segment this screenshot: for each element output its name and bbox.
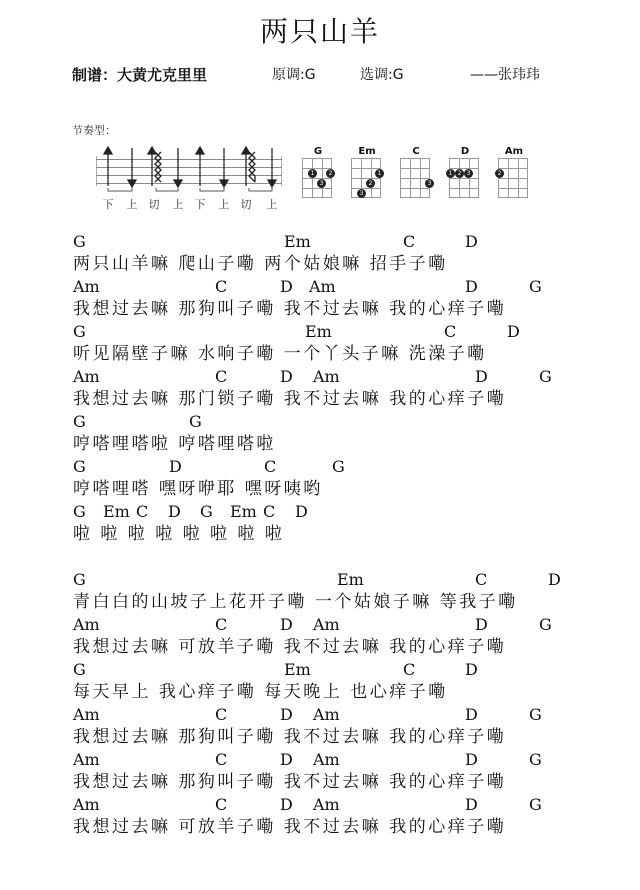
chord-label: Am	[73, 795, 100, 814]
chord-label: D	[475, 615, 488, 634]
chord-label: D	[280, 750, 293, 769]
chord-label: D	[169, 457, 182, 476]
chord-label: G	[529, 705, 542, 724]
rhythm-pattern	[96, 144, 282, 211]
lyric: 哼嗒哩嗒啦 哼嗒哩嗒啦	[73, 434, 276, 454]
chord-label: G	[73, 570, 86, 589]
lyric: 青白白的山坡子上花开子嘞 一个姑娘子嘛 等我子嘞	[73, 592, 518, 612]
chord-label: D	[465, 660, 478, 679]
lyric: 我想过去嘛 那门锁子嘞 我不过去嘛 我的心痒子嘞	[73, 389, 507, 409]
chord-label: D	[280, 795, 293, 814]
song-line	[73, 660, 573, 704]
chord-label: C	[403, 660, 416, 679]
song-line	[73, 795, 573, 839]
chord-label: Am	[313, 795, 340, 814]
chord-label: G	[73, 502, 86, 521]
lyric: 听见隔壁子嘛 水响子嘞 一个丫头子嘛 洗澡子嘞	[73, 344, 487, 364]
lyric: 啦 啦 啦 啦 啦 啦 啦 啦	[73, 524, 285, 544]
song-title: 两只山羊	[259, 15, 380, 48]
chord-label: Am	[313, 705, 340, 724]
arranger: 制谱：大黄尤克里里	[72, 66, 208, 84]
chord-label: C	[215, 750, 228, 769]
chord-label: Em	[103, 502, 130, 521]
chord-label: D	[280, 705, 293, 724]
original-key: 原调:G	[272, 67, 316, 83]
chord-label: G	[539, 615, 552, 634]
chord-label: C	[444, 322, 457, 341]
chord-label: G	[529, 277, 542, 296]
lyric: 每天早上 我心痒子嘞 每天晚上 也心痒子嘞	[73, 682, 448, 702]
chord-label: G	[73, 457, 86, 476]
chord-label: G	[200, 502, 213, 521]
chord-label: C	[136, 502, 149, 521]
finger-dot: 1	[446, 169, 455, 178]
chord-label: Am	[73, 277, 100, 296]
stroke-label: 上	[218, 198, 230, 211]
chord-label: C	[403, 232, 416, 251]
chord-label: D	[465, 750, 478, 769]
song-line	[73, 367, 573, 411]
chord-label: D	[465, 795, 478, 814]
lyric: 我想过去嘛 可放羊子嘞 我不过去嘛 我的心痒子嘞	[73, 637, 507, 657]
chord-label: D	[280, 277, 293, 296]
chord-label: C	[475, 570, 488, 589]
finger-dot: 3	[357, 189, 366, 198]
chord-label: Am	[73, 705, 100, 724]
song-line	[73, 502, 573, 546]
chord-label: G	[189, 412, 202, 431]
chord-label: D	[475, 367, 488, 386]
chord-label: Am	[73, 367, 100, 386]
stroke-label: 下	[194, 198, 206, 211]
chord-label: Em	[284, 660, 311, 679]
chord-label: D	[465, 277, 478, 296]
chord-label: Am	[313, 615, 340, 634]
finger-dot: 1	[308, 169, 317, 178]
finger-dot: 3	[464, 169, 473, 178]
chord-label: D	[295, 502, 308, 521]
song-line	[73, 232, 573, 276]
chord-label: G	[73, 322, 86, 341]
lyric: 我想过去嘛 那狗叫子嘞 我不过去嘛 我的心痒子嘞	[73, 772, 507, 792]
song-line	[73, 412, 573, 456]
chord-label: C	[215, 795, 228, 814]
chord-label: D	[465, 232, 478, 251]
chord-label: G	[73, 412, 86, 431]
chord-label: C	[215, 615, 228, 634]
chord-label: G	[539, 367, 552, 386]
strum-arrows-icon	[96, 144, 282, 200]
chord-label: C	[215, 367, 228, 386]
chord-label: D	[548, 570, 561, 589]
chord-label: Am	[73, 750, 100, 769]
chord-label: G	[332, 457, 345, 476]
chord-label: G	[529, 750, 542, 769]
chord-label: G	[529, 795, 542, 814]
chord-label: D	[465, 705, 478, 724]
chord-label: C	[215, 705, 228, 724]
finger-dot: 2	[455, 169, 464, 178]
finger-dot: 2	[326, 169, 335, 178]
finger-dot: 3	[425, 179, 434, 188]
song-line	[73, 322, 573, 366]
chord-diagram-am: Am 2	[494, 146, 534, 198]
chord-label: C	[263, 502, 276, 521]
song-line	[73, 615, 573, 659]
chord-diagram-g: G 1 2 3	[298, 146, 338, 198]
stroke-label: 下	[102, 198, 114, 211]
stroke-label: 上	[266, 198, 278, 211]
chord-label: Am	[313, 367, 340, 386]
lyric: 我想过去嘛 那狗叫子嘞 我不过去嘛 我的心痒子嘞	[73, 299, 507, 319]
song-line	[73, 570, 573, 614]
lyric: 我想过去嘛 那狗叫子嘞 我不过去嘛 我的心痒子嘞	[73, 727, 507, 747]
song-line	[73, 750, 573, 794]
stroke-label: 切	[240, 198, 252, 211]
lyric: 哼嗒哩嗒 嘿呀咿耶 嘿呀咦哟	[73, 479, 323, 499]
lyric: 我想过去嘛 可放羊子嘞 我不过去嘛 我的心痒子嘞	[73, 817, 507, 837]
chord-label: G	[73, 660, 86, 679]
finger-dot: 2	[366, 179, 375, 188]
chosen-key: 选调:G	[360, 67, 404, 83]
stroke-label: 切	[148, 198, 160, 211]
chord-diagram-d: D 1 2 3	[445, 146, 485, 198]
chord-label: D	[280, 615, 293, 634]
song-line	[73, 457, 573, 501]
stroke-label: 上	[126, 198, 138, 211]
chord-diagram-c: C 3	[396, 146, 436, 198]
chord-label: G	[73, 232, 86, 251]
finger-dot: 3	[317, 179, 326, 188]
chord-label: Em	[305, 322, 332, 341]
artist: ——张玮玮	[470, 67, 540, 83]
song-line	[73, 277, 573, 321]
chord-label: Em	[337, 570, 364, 589]
finger-dot: 2	[495, 169, 504, 178]
chord-label: C	[264, 457, 277, 476]
chord-label: D	[280, 367, 293, 386]
chord-diagram-em: Em 1 2 3	[347, 146, 387, 198]
chord-label: Em	[230, 502, 257, 521]
rhythm-label: 节奏型：	[72, 124, 116, 137]
chord-label: Am	[313, 750, 340, 769]
chord-label: Am	[73, 615, 100, 634]
finger-dot: 1	[375, 169, 384, 178]
chord-label: C	[215, 277, 228, 296]
lyric: 两只山羊嘛 爬山子嘞 两个姑娘嘛 招手子嘞	[73, 254, 448, 274]
chord-label: Em	[284, 232, 311, 251]
chord-label: D	[507, 322, 520, 341]
chord-label: D	[168, 502, 181, 521]
chord-label: Am	[309, 277, 336, 296]
song-line	[73, 705, 573, 749]
stroke-label: 上	[172, 198, 184, 211]
